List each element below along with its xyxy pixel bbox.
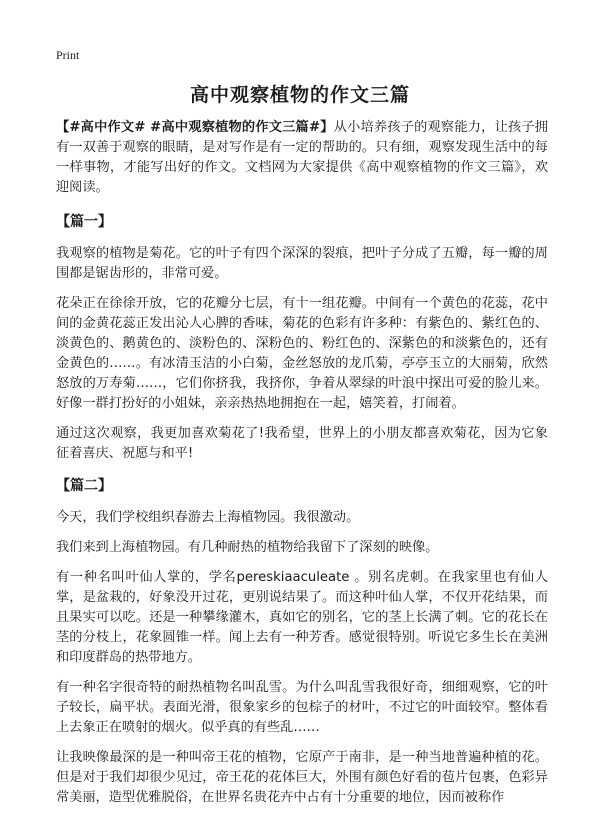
section-heading-1: 【篇一】 [56,214,112,230]
section-2-paragraph: 让我映像最深的是一种叫帝王花的植物，它原产于南非，是一种当地普遍种植的花。但是对于我们却很少见过，帝王花的花体巨大，外围有颜色好看的苞片包裹，色彩异常美丽，造型优雅脱俗，在世界名贵花卉中占有十分重要的地位，因而被称作 [56,750,548,805]
intro-tag: 【#高中作文# #高中观察植物的作文三篇#】 [56,120,334,135]
print-link[interactable]: Print [56,48,80,62]
section-1-paragraph: 通过这次观察，我更加喜欢菊花了!我希望，世界上的小朋友都喜欢菊花，因为它象征着喜庆、祝愿与和平! [56,426,548,461]
section-2-paragraph: 我们来到上海植物园。有几种耐热的植物给我留下了深刻的映像。 [56,540,439,555]
section-2-paragraph: 有一种名叫叶仙人掌的，学名pereskiaaculeate 。别名虎刺。在我家里也有仙人掌，是盆栽的，好象没开过花，更别说结果了。而这种叶仙人掌，不仅开花结果，而且果实可以吃。还是一种攀缘灌木，真如它的别名，它的茎上长满了刺。它的花长在茎的分枝上，花象圆锥一样。闻上去有一种芳香。感觉很特别。听说它多生长在美洲和印度群岛的热带地方。 [56,570,548,665]
section-1-paragraph: 花朵正在徐徐开放，它的花瓣分七层，有十一组花瓣。中间有一个黄色的花蕊，花中间的金黄花蕊正发出沁人心脾的香味，菊花的色彩有许多种：有紫色的、紫红色的、淡黄色的、鹅黄色的、淡粉色的、深粉色的、粉红色的、深紫色的和淡紫色的，还有金黄色的……。有冰清玉洁的小白菊，金丝怒放的龙爪菊，亭亭玉立的大丽菊，欣然怒放的万寿菊……，它们你挤我，我挤你，争着从翠绿的叶浪中探出可爱的脸儿来。好像一群打扮好的小姐妹，亲亲热热地拥抱在一起，嬉笑着，打闹着。 [56,296,548,411]
section-heading-2: 【篇二】 [56,478,112,494]
section-1-paragraph: 我观察的植物是菊花。它的叶子有四个深深的裂痕，把叶子分成了五瓣，每一瓣的周围都是锯齿形的，非常可爱。 [56,246,548,281]
section-2-paragraph: 今天，我们学校组织春游去上海植物园。我很激动。 [56,510,360,525]
intro-text: 从小培养孩子的观察能力，让孩子拥有一双善于观察的眼睛，是对写作是有一定的帮助的。只有细，观察发现生活中的每一样事物，才能写出好的作文。文档网为大家提供《高中观察植物的作文三篇》，欢迎阅读。 [56,120,548,195]
page-title: 高中观察植物的作文三篇 [189,84,410,106]
article-body [56,118,548,818]
intro-paragraph [56,118,548,198]
section-2-paragraph: 有一种名字很奇特的耐热植物名叫乱雪。为什么叫乱雪我很好奇，细细观察，它的叶子较长，扁平状。表面光滑，很象家乡的包棕子的材叶，不过它的叶面较窄。整体看上去象正在喷射的烟火。似乎真的有些乱…… [56,680,548,735]
